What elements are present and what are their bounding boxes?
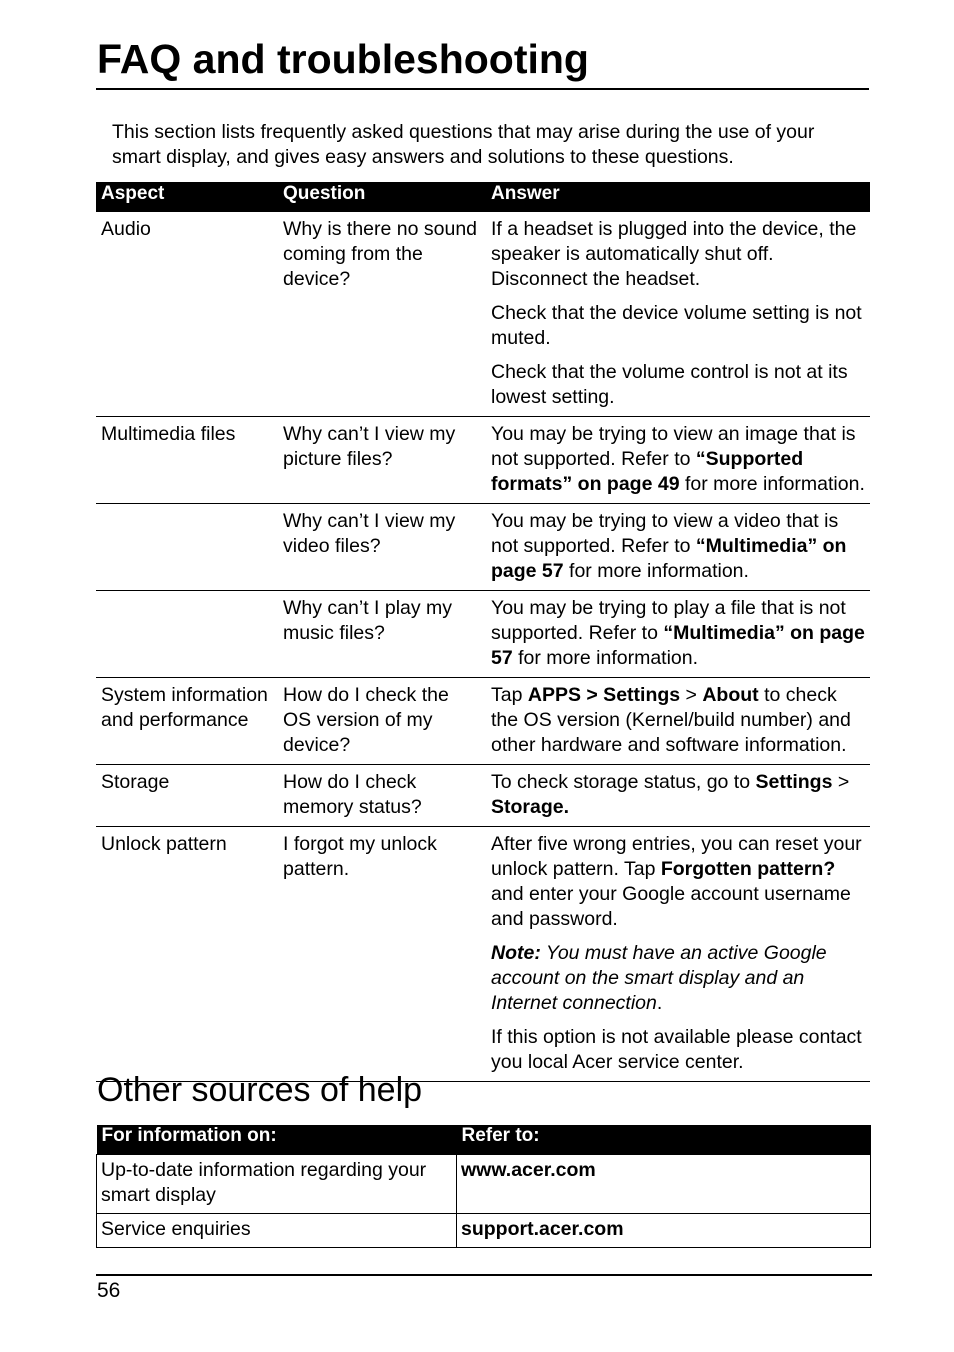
answer-text: You may be trying to view a video that is not supported. Refer to bbox=[491, 510, 839, 557]
footer-divider bbox=[96, 1274, 872, 1276]
question-cell: Why can’t I view my video files? bbox=[278, 504, 486, 591]
faq-row-unlock-pattern bbox=[96, 827, 870, 1082]
menu-path-apps-settings: APPS > Settings bbox=[527, 684, 681, 706]
answer-text: To check storage status, go to bbox=[491, 771, 756, 793]
aspect-cell: Unlock pattern bbox=[96, 827, 278, 1082]
section-heading-other-help: Other sources of help bbox=[97, 1071, 423, 1109]
menu-path-settings: Settings bbox=[755, 771, 833, 793]
answer-text bbox=[491, 832, 868, 932]
menu-path-storage: Storage. bbox=[491, 796, 570, 818]
note-body: You must have an active Google account on the smart display and an Internet connection bbox=[491, 942, 827, 1014]
faq-table bbox=[96, 182, 870, 1082]
question-cell: I forgot my unlock pattern. bbox=[278, 827, 486, 1082]
help-header-refer: Refer to: bbox=[457, 1125, 871, 1155]
intro-paragraph: This section lists frequently asked questions that may arise during the use of your smart display, and gives easy answers and solutions to these questions. bbox=[112, 121, 815, 168]
forgotten-pattern-label: Forgotten pattern? bbox=[660, 858, 836, 880]
answer-text: > bbox=[832, 771, 850, 793]
answer-text-part: After five wrong entries, you can reset your unlock pattern. Tap bbox=[491, 833, 862, 880]
website-link[interactable]: www.acer.com bbox=[457, 1155, 871, 1214]
info-cell: Service enquiries bbox=[97, 1214, 457, 1248]
answer-cell bbox=[486, 504, 870, 591]
faq-row-video-files bbox=[96, 504, 870, 591]
info-cell: Up-to-date information regarding your smart display bbox=[97, 1155, 457, 1214]
aspect-cell bbox=[96, 504, 278, 591]
answer-cell bbox=[486, 765, 870, 827]
page-title: FAQ and troubleshooting bbox=[97, 36, 589, 82]
question-cell: Why can’t I view my picture files? bbox=[278, 417, 486, 504]
page-number: 56 bbox=[97, 1279, 121, 1302]
answer-text: If this option is not available please contact you local Acer service center. bbox=[491, 1026, 862, 1073]
help-row bbox=[97, 1155, 871, 1214]
answer-text: Check that the volume control is not at its lowest setting. bbox=[491, 361, 848, 408]
faq-row-audio bbox=[96, 212, 870, 417]
help-header-row bbox=[97, 1125, 871, 1155]
note-end: . bbox=[656, 992, 663, 1014]
answer-text: for more information. bbox=[512, 647, 699, 669]
page-reference-link[interactable]: “Supported formats” on page 49 bbox=[491, 448, 804, 495]
aspect-cell: Storage bbox=[96, 765, 278, 827]
answer-text: You may be trying to play a file that is not supported. Refer to bbox=[491, 597, 846, 644]
answer-text: > bbox=[680, 684, 703, 706]
question-cell: How do I check the OS version of my device? bbox=[278, 678, 486, 765]
faq-header-aspect: Aspect bbox=[96, 182, 278, 212]
aspect-cell bbox=[96, 591, 278, 678]
answer-text-part: and enter your Google account username and password. bbox=[491, 883, 851, 930]
answer-cell bbox=[486, 591, 870, 678]
faq-row-system-info bbox=[96, 678, 870, 765]
question-cell: Why can’t I play my music files? bbox=[278, 591, 486, 678]
faq-row-picture-files bbox=[96, 417, 870, 504]
page-reference-link[interactable]: “Multimedia” on page 57 bbox=[491, 622, 865, 669]
faq-header-question: Question bbox=[278, 182, 486, 212]
answer-text: to check the OS version (Kernel/build number) and other hardware and software information. bbox=[491, 684, 851, 756]
answer-text: for more information. bbox=[563, 560, 749, 582]
faq-row-storage bbox=[96, 765, 870, 827]
answer-cell bbox=[486, 678, 870, 765]
page-reference-link[interactable]: “Multimedia” on page 57 bbox=[491, 535, 847, 582]
answer-text: for more information. bbox=[679, 473, 865, 495]
faq-row-music-files bbox=[96, 591, 870, 678]
aspect-cell: Audio bbox=[96, 212, 278, 417]
answer-text: You may be trying to view an image that is not supported. Refer to bbox=[491, 423, 856, 470]
help-table bbox=[96, 1125, 871, 1248]
support-link[interactable]: support.acer.com bbox=[457, 1214, 871, 1248]
help-row bbox=[97, 1214, 871, 1248]
answer-text: Tap bbox=[491, 684, 528, 706]
help-header-info: For information on: bbox=[97, 1125, 457, 1155]
aspect-cell: System information and performance bbox=[96, 678, 278, 765]
faq-header-answer: Answer bbox=[486, 182, 870, 212]
answer-text: Check that the device volume setting is not muted. bbox=[491, 302, 862, 349]
note-label: Note: bbox=[491, 942, 541, 964]
question-cell: How do I check memory status? bbox=[278, 765, 486, 827]
question-cell: Why is there no sound coming from the device? bbox=[278, 212, 486, 417]
answer-cell bbox=[486, 417, 870, 504]
title-divider bbox=[96, 88, 869, 90]
faq-header-row bbox=[96, 182, 870, 212]
note-text bbox=[491, 941, 868, 1016]
aspect-cell: Multimedia files bbox=[96, 417, 278, 504]
answer-cell bbox=[486, 212, 870, 417]
menu-path-about: About bbox=[702, 684, 759, 706]
answer-cell bbox=[486, 827, 870, 1082]
answer-text: If a headset is plugged into the device, the speaker is automatically shut off. Disconnect the headset. bbox=[491, 218, 857, 290]
